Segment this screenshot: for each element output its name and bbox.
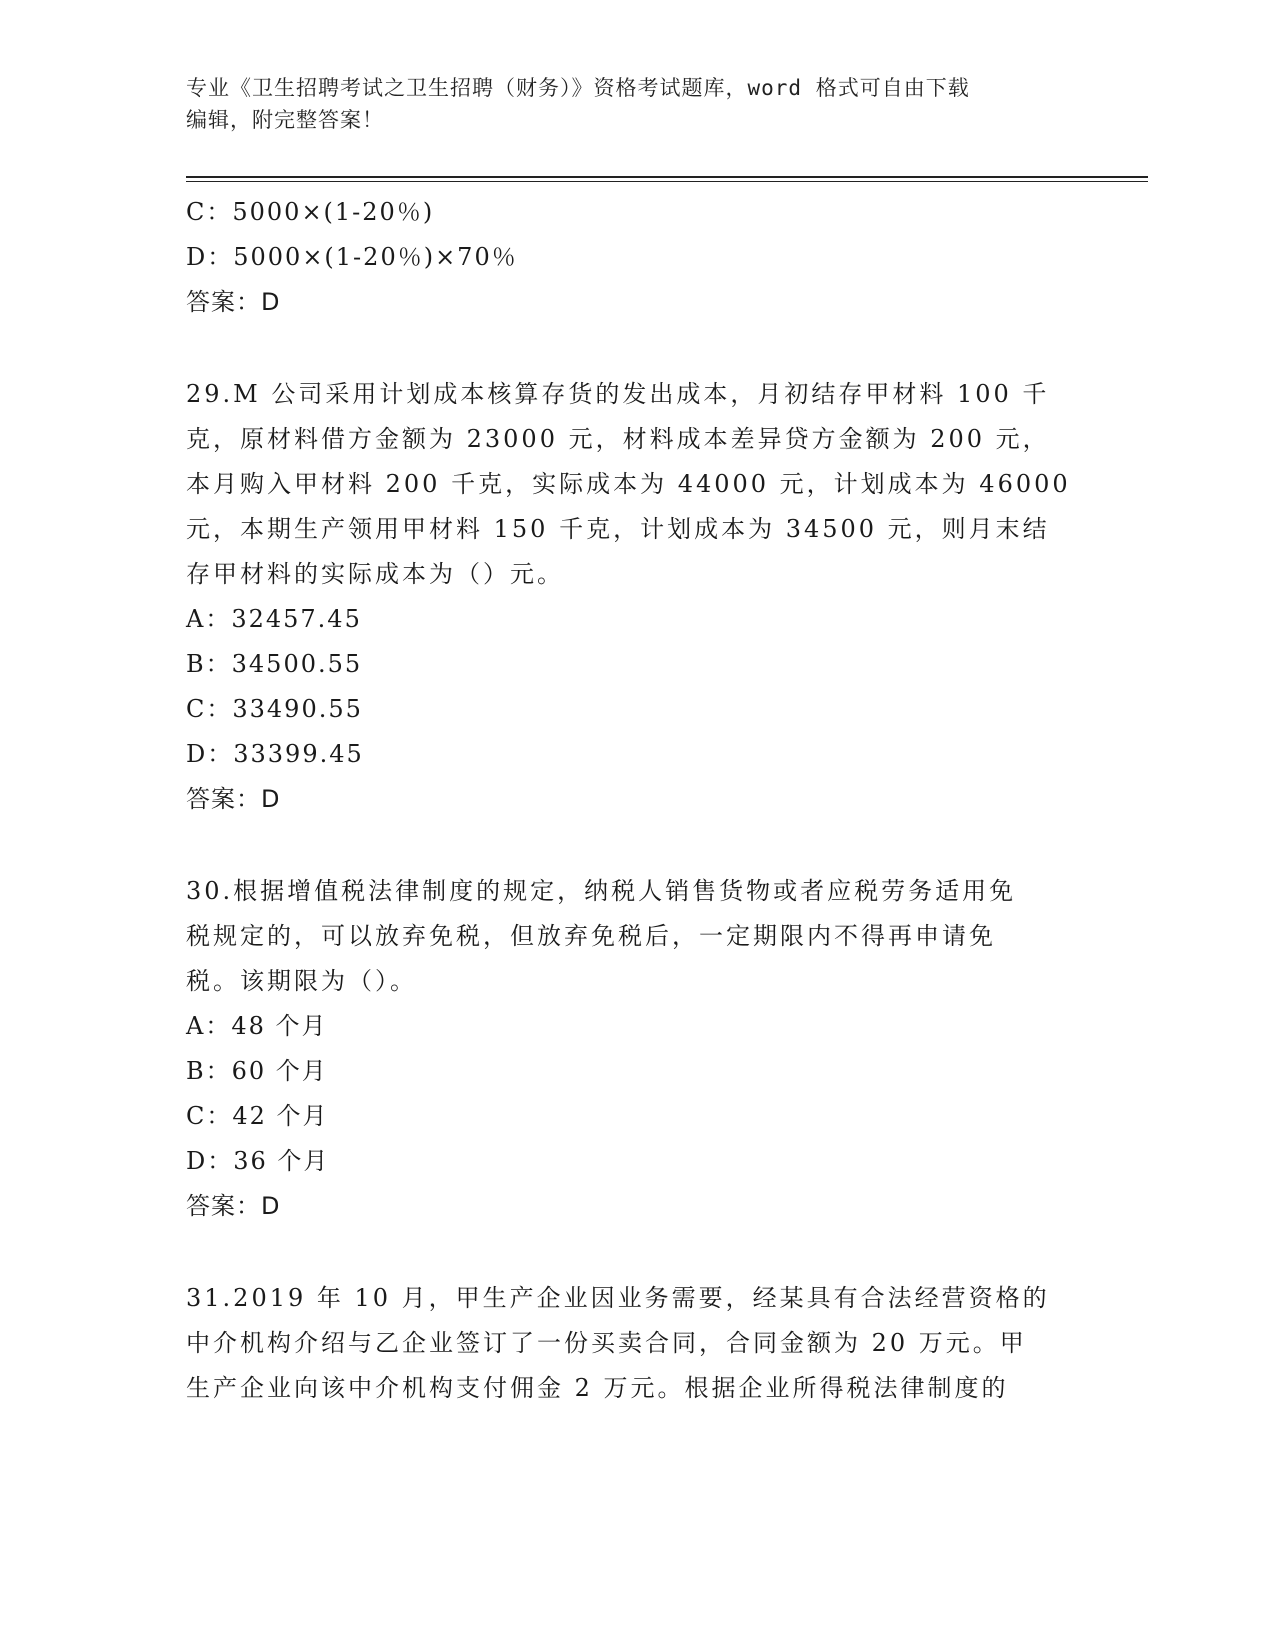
stem-line: 克，原材料借方金额为 23000 元，材料成本差异贷方金额为 200 元，	[186, 425, 1050, 453]
stem-line: 元，本期生产领用甲材料 150 千克，计划成本为 34500 元，则月末结	[186, 515, 1050, 543]
option-c: C：42 个月	[186, 1102, 329, 1130]
question-stem	[186, 372, 1086, 597]
option-b: B：60 个月	[186, 1057, 328, 1085]
prev-question-tail	[186, 190, 1086, 325]
option-c: C：5000×(1-20％)	[186, 198, 435, 226]
option-c: C：33490.55	[186, 695, 363, 723]
header-rule-thick	[186, 176, 1148, 178]
answer-line: 答案：D	[186, 288, 281, 316]
stem-line: 税规定的，可以放弃免税，但放弃免税后，一定期限内不得再申请免	[186, 922, 996, 950]
question-29	[186, 372, 1086, 822]
question-stem	[186, 869, 1086, 1004]
header-rule-thin	[186, 181, 1148, 182]
question-30	[186, 869, 1086, 1229]
document-header	[186, 72, 1086, 136]
stem-line: 30.根据增值税法律制度的规定，纳税人销售货物或者应税劳务适用免	[186, 877, 1017, 905]
stem-line: 存甲材料的实际成本为（）元。	[186, 560, 564, 588]
stem-line: 本月购入甲材料 200 千克，实际成本为 44000 元，计划成本为 46000	[186, 470, 1071, 498]
option-b: B：34500.55	[186, 650, 363, 678]
question-stem	[186, 1276, 1086, 1411]
stem-line: 税。该期限为（）。	[186, 967, 417, 995]
answer-line: 答案：D	[186, 785, 281, 813]
header-line-2: 编辑，附完整答案！	[186, 108, 384, 132]
stem-line: 生产企业向该中介机构支付佣金 2 万元。根据企业所得税法律制度的	[186, 1374, 1009, 1402]
question-content	[186, 190, 1086, 1411]
stem-line: 中介机构介绍与乙企业签订了一份买卖合同，合同金额为 20 万元。甲	[186, 1329, 1027, 1357]
header-line-1: 专业《卫生招聘考试之卫生招聘（财务）》资格考试题库，word 格式可自由下载	[186, 76, 970, 100]
option-d: D：36 个月	[186, 1147, 330, 1175]
answer-line: 答案：D	[186, 1192, 281, 1220]
stem-line: 29.M 公司采用计划成本核算存货的发出成本，月初结存甲材料 100 千	[186, 380, 1050, 408]
option-d: D：5000×(1-20％)×70％	[186, 243, 518, 271]
option-d: D：33399.45	[186, 740, 364, 768]
question-31	[186, 1276, 1086, 1411]
stem-line: 31.2019 年 10 月，甲生产企业因业务需要，经某具有合法经营资格的	[186, 1284, 1050, 1312]
option-a: A：48 个月	[186, 1012, 328, 1040]
option-a: A：32457.45	[186, 605, 362, 633]
